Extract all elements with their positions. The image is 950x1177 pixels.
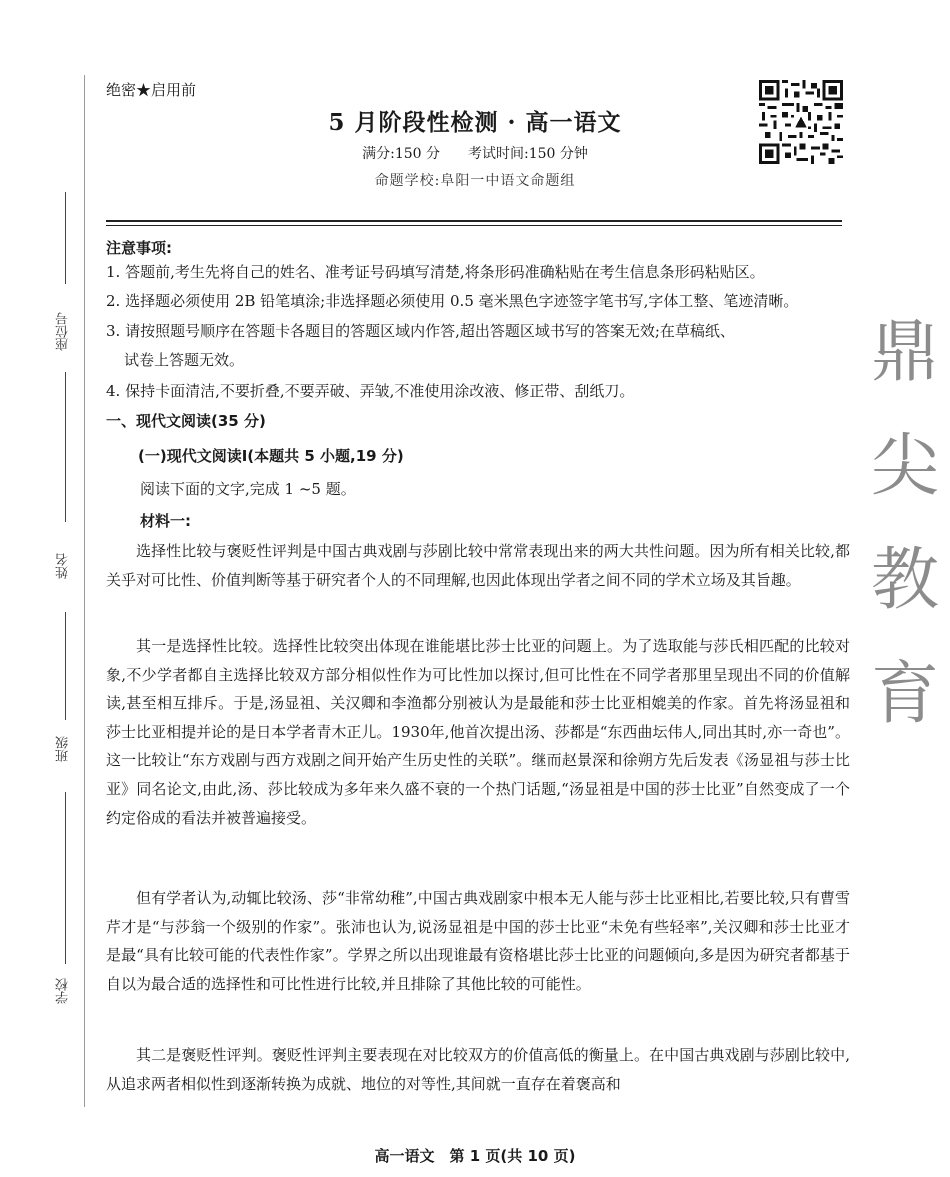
watermark-char: 育 xyxy=(870,655,939,734)
school-line: 命题学校:阜阳一中语文命题组 xyxy=(374,173,576,189)
material-label: 材料一: xyxy=(140,512,191,530)
name-write-line xyxy=(65,372,66,522)
passage-paragraph: 其二是褒贬性评判。褒贬性评判主要表现在对比较双方的价值高低的衡量上。在中国古典戏剧与莎剧比较中,从追求两者相似性到逐渐转换为成就、地位的对等性,其间就一直存在着褒高和 xyxy=(106,1046,850,1093)
page-footer: 高一语文 第 1 页(共 10 页) xyxy=(374,1147,576,1165)
notice-item-3-cont: 试卷上答题无效。 xyxy=(124,351,245,369)
notice-heading: 注意事项: xyxy=(106,239,172,257)
exam-title: 5 月阶段性检测 · 高一语文 xyxy=(328,109,622,136)
reading-instruction: 阅读下面的文字,完成 1 ~5 题。 xyxy=(140,480,356,498)
binding-margin-line xyxy=(84,75,85,1107)
header-rule-thick xyxy=(106,220,842,222)
watermark-char: 教 xyxy=(870,541,939,620)
watermark-char: 尖 xyxy=(870,427,939,506)
qr-code-icon xyxy=(759,80,843,164)
seat-number-label: 座位号 xyxy=(56,312,71,351)
header-rule-thin xyxy=(106,225,842,226)
confidential-mark: 绝密★启用前 xyxy=(106,81,197,99)
school-write-line xyxy=(65,792,66,964)
notice-item-4: 4. 保持卡面清洁,不要折叠,不要弄破、弄皱,不准使用涂改液、修正带、刮纸刀。 xyxy=(106,382,635,400)
passage-paragraph: 但有学者认为,动辄比较汤、莎“非常幼稚”,中国古典戏剧家中根本无人能与莎士比亚相比,若要比较,只有曹雪芹才是“与莎翁一个级别的作家”。张沛也认为,说汤显祖是中国的莎士比亚“未免有些轻率”,关汉卿和莎士比亚才是最“具有比较可能的代表性作家”。学界之所以出现谁最有资格堪比莎士比亚的问题倾向,多是因为研究者都基于自以为最合适的选择性和可比性进行比较,并且排除了其他比较的可能性。 xyxy=(106,889,850,993)
score-time-line: 满分:150 分 考试时间:150 分钟 xyxy=(362,146,588,162)
name-label: 姓名 xyxy=(56,553,71,579)
notice-item-1: 1. 答题前,考生先将自己的姓名、准考证号码填写清楚,将条形码准确粘贴在考生信息条形码粘贴区。 xyxy=(106,263,765,281)
notice-item-3: 3. 请按照题号顺序在答题卡各题目的答题区域内作答,超出答题区域书写的答案无效;在草稿纸、 xyxy=(106,322,735,340)
section-title: 一、现代文阅读(35 分) xyxy=(106,412,266,430)
class-write-line xyxy=(65,612,66,720)
passage-paragraph: 其一是选择性比较。选择性比较突出体现在谁能堪比莎士比亚的问题上。为了选取能与莎氏相匹配的比较对象,不少学者都自主选择比较双方部分相似性作为可比性加以探讨,但可比性在不同学者那里呈现出不同的价值解读,甚至相互排斥。于是,汤显祖、关汉卿和李渔都分别被认为是最能和莎士比亚相媲美的作家。首先将汤显祖和莎士比亚相提并论的是日本学者青木正儿。1930年,他首次提出汤、莎都是“东西曲坛伟人,同出其时,亦一奇也”。这一比较让“东方戏剧与西方戏剧之间开始产生历史性的关联”。继而赵景深和徐朔方先后发表《汤显祖与莎士比亚》同名论文,由此,汤、莎比较成为多年来久盛不衰的一个热门话题,“汤显祖是中国的莎士比亚”自然变成了一个约定俗成的看法并被普遍接受。 xyxy=(106,637,850,827)
seat-write-line xyxy=(65,192,66,284)
notice-item-2: 2. 选择题必须使用 2B 铅笔填涂;非选择题必须使用 0.5 毫米黑色字迹签字笔书写,字体工整、笔迹清晰。 xyxy=(106,292,799,310)
passage-paragraph: 选择性比较与褒贬性评判是中国古典戏剧与莎剧比较中常常表现出来的两大共性问题。因为所有相关比较,都关乎对可比性、价值判断等基于研究者个人的不同理解,也因此体现出学者之间不同的学术立场及其旨趣。 xyxy=(106,542,850,589)
class-label: 班级 xyxy=(56,736,71,762)
brand-watermark xyxy=(862,296,948,752)
school-label: 学校 xyxy=(56,978,71,1004)
subsection-title: (一)现代文阅读Ⅰ(本题共 5 小题,19 分) xyxy=(138,447,404,465)
watermark-char: 鼎 xyxy=(870,313,939,392)
